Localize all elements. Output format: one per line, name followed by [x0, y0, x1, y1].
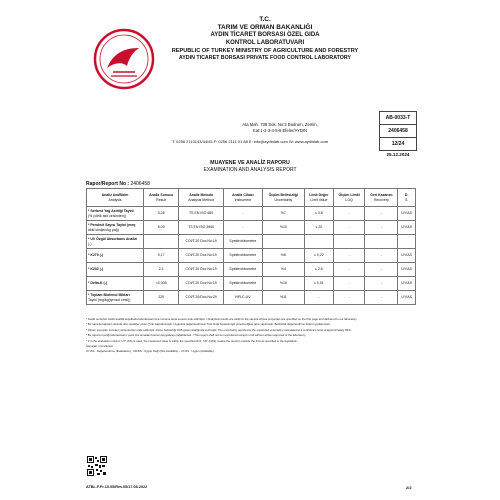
- table-row: * Toplam Biofenol Miktarı Tayini (mg/kg(tyrosol cinsi)) 220 COI/T.20/Doc No:29 HPLC-UV %11 - - - UY/AS: [87, 291, 416, 305]
- report-title-en: EXAMINATION AND ANALYSIS REPORT: [203, 167, 297, 173]
- header-lab-tr-2: KONTROL LABORATUVARI: [225, 39, 305, 46]
- report-title: [150, 160, 350, 173]
- page-number: 2/2: [406, 485, 412, 490]
- address-line-2: Kat:1-2-3-4-5-6 Efeler/AYDIN: [252, 128, 308, 133]
- ministry-emblem-icon: [93, 28, 155, 90]
- col-recovery: Geri Kazanım Recovery: [365, 189, 398, 207]
- address-line-1: Ata Mah. 738 Sok. No:2 Bodrum, Zemin,: [242, 122, 318, 127]
- note-item: * If in the evaluation column 'UY' (AS) is used, the measured value is within the specified limit; 'UD' (NAS) means the result is outside the limit as specified in the legislation.: [86, 338, 298, 343]
- note-item: * Bu raporun içeriği laboratuvarın yazılı izni olmadan kısmen kopyalanıp çoğaltılamaz. / This report shall not be reproduced except in full without written approval of the laboratory.: [86, 333, 306, 338]
- col-uncertainty: Ölçüm Belirsizliği Uncertainty: [262, 189, 304, 207]
- col-limit: Limit Değer Limit Value: [304, 189, 333, 207]
- col-result: Analiz Sonucu Result: [144, 189, 179, 207]
- report-number-value: 2406458: [130, 181, 150, 187]
- results-table: [86, 188, 416, 305]
- note-item: * Analiz sonuçları belirli analitik koşullarda laboratuvarımıza numune alma sonucu elde edilmiştir. / Analytical results are valid for the sample whose properties are specified on the first page and delivered to our laboratory.: [86, 317, 358, 321]
- header-lab-en: AYDIN TICARET BORSASI PRIVATE FOOD CONTROL LABORATORY: [178, 55, 352, 61]
- header-block: [165, 16, 365, 62]
- report-date: 25.12.2024: [386, 152, 410, 157]
- header-lab-tr-1: AYDIN TİCARET BORSASI ÖZEL GIDA: [210, 32, 320, 38]
- notes-block: [86, 318, 418, 356]
- table-row: * K232 (-) 2,1 COI/T.20 Doc No:19 Spektrofotometre %4 ≤ 2,5 - - UY/AS: [87, 263, 416, 277]
- report-number-label: Rapor/Report No :: [86, 181, 130, 187]
- table-row: * Delta-K (-) <0,005 COI/T.20 Doc No:19 Spektrofotometre %16 ≤ 0,01 - - UY/AS: [87, 277, 416, 291]
- qr-code-icon[interactable]: [87, 456, 107, 476]
- table-row: * UV Özgül Absorbans Analizi (-) COI/T.20 Doc No:19 Spektrofotometre: [87, 235, 416, 249]
- report-number-box: 2406458: [380, 125, 416, 138]
- table-row: * K270 (-) 0,17 COI/T.20 Doc No:19 Spektrofotometre %6 ≤ 0,22 - - UY/AS: [87, 249, 416, 263]
- col-loq: Ölçüm Limiti LOQ: [333, 189, 364, 207]
- header-ministry-tr: TARIM VE ORMAN BAKANLIĞI: [217, 24, 313, 31]
- note-item: * Ölçüm sonuçları sunulan yöntemlerden elde edilmiştir, ölçüm belirsizliği %95 güven aralığında verilmiştir. The uncertainty reported is the expanded uncertainty calculated at a confidence level of approximately 95%.: [86, 327, 352, 332]
- footer-form-code: ATBL.F.Pr.10.05/Rev.05/17.08.2022: [86, 485, 148, 489]
- note-item: UY/AS : Değerlendirme (Evaluation) ; UD/DS : Uygun Değil (Not Available) - UY/AS : Uygun (Available): [86, 349, 214, 354]
- contact-line: T: 0256 2110143/44/45 F: 0256 2111 01 88 E: info@aydinlab.com W: www.aydinlab.com: [171, 139, 329, 144]
- header-tc: T.C.: [259, 16, 271, 23]
- col-analysis: Analiz Adı/Birim Analysis: [87, 189, 144, 207]
- report-period: 12/24: [391, 141, 405, 147]
- lab-code: AB-0033-T: [380, 112, 416, 125]
- header-ministry-en: REPUBLIC OF TURKEY MINISTRY OF AGRICULTURE AND FORESTRY: [171, 48, 359, 54]
- report-title-tr: MUAYENE VE ANALİZ RAPORU: [210, 160, 290, 166]
- table-row: * Serbest Yağ Asitliği Tayini (% (oleik asit cinsinden)) 0,28 TS EN ISO 660 - %7 ≤ 0,8 - - UY/AS: [87, 207, 416, 221]
- col-status: D. S.: [398, 189, 416, 207]
- note-item: * Bu raporda kapsam dışında olan analizler yıldız (*) ile işaretlenmiştir. Uygunluk değerlendirmesi Türk Gıda Kodeksi ilgili yönetmeliğine göre yapılmıştır. Belirsizlik değerlendirme kriteri uygulanmıştır.: [86, 322, 331, 327]
- note-item: Sonuçlar / Conclusion : -: [86, 343, 117, 348]
- col-instrument: Analiz Cihazı Instrument: [223, 189, 262, 207]
- address-block: [200, 122, 360, 134]
- table-header-row: [87, 189, 416, 207]
- col-method: Analiz Metodu Analysis Method: [179, 189, 224, 207]
- table-row: * Peroksit Sayısı Tayini (meq aktif oksijen/kg yağ) 5,09 TS EN ISO 3960 - %10 ≤ 20 - - UY/AS: [87, 221, 416, 235]
- report-number: [86, 181, 150, 187]
- report-code-box: [379, 111, 417, 151]
